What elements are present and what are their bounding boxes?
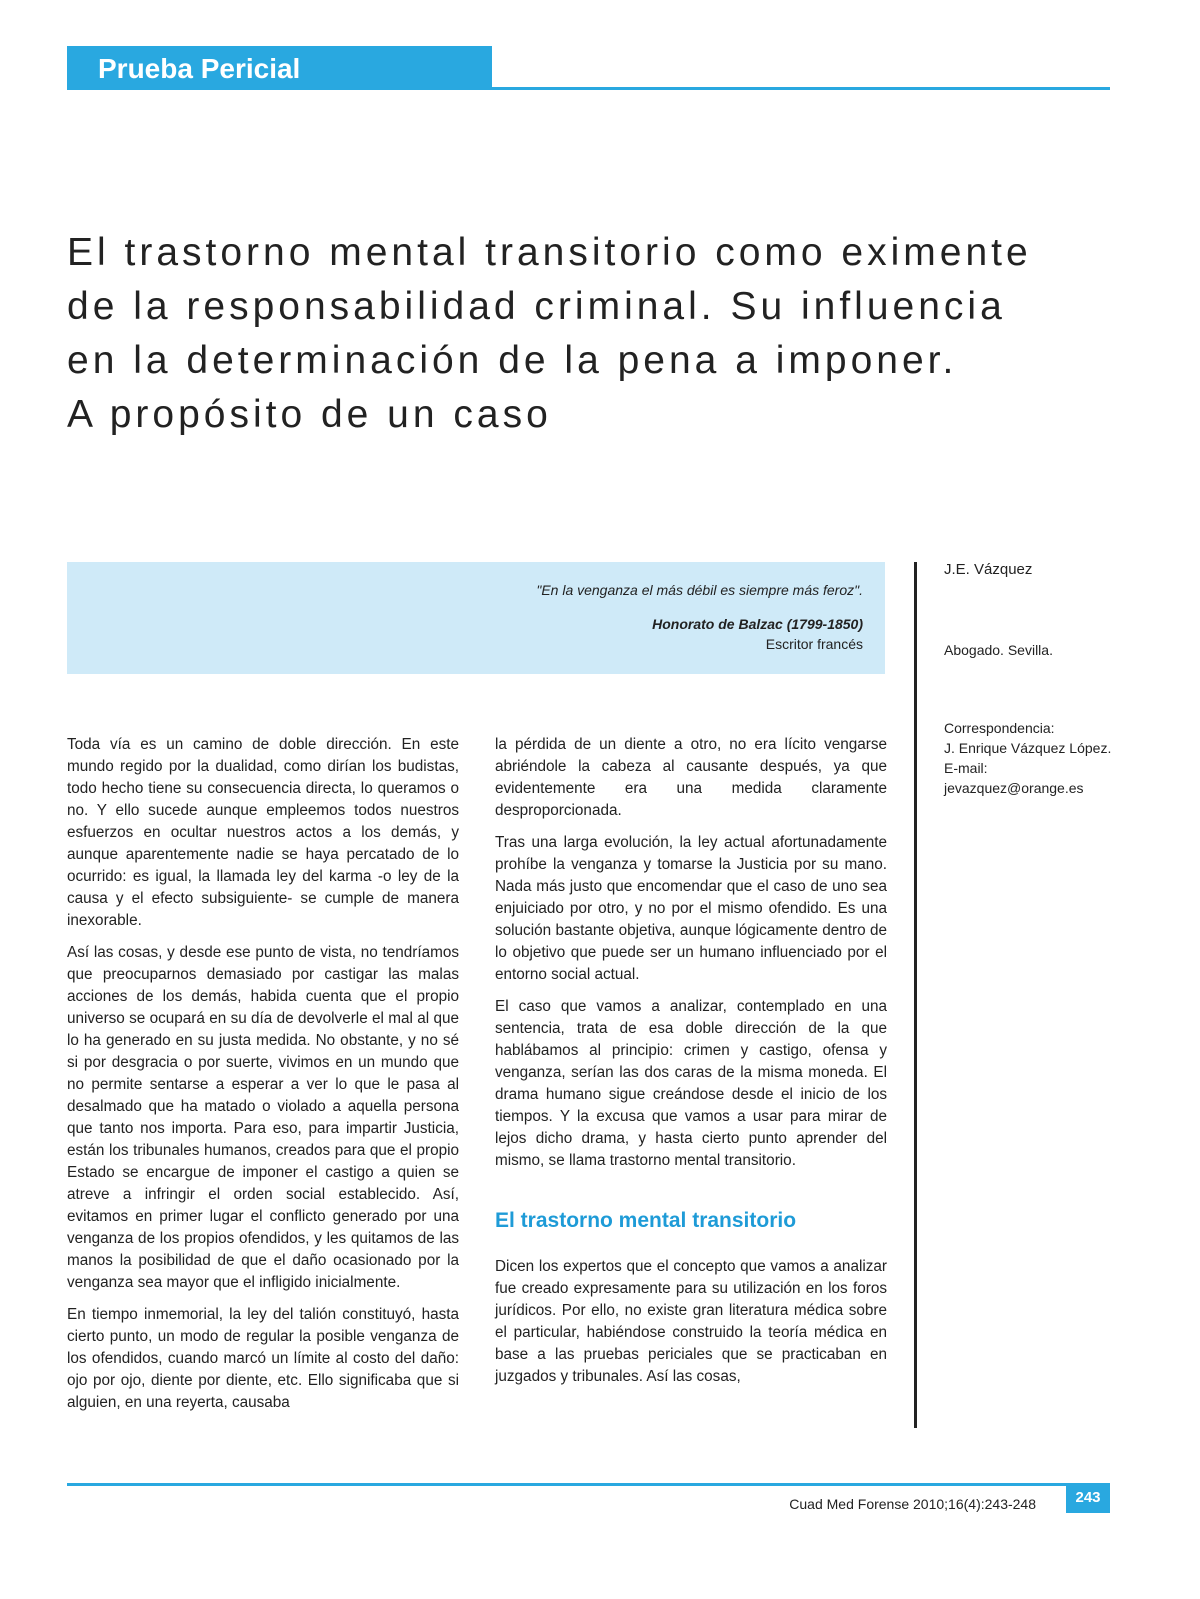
paragraph: Toda vía es un camino de doble dirección. En este mundo regido por la dualidad, como dirían los budistas, todo hecho tiene su consecuencia directa, lo queramos o no. Y ello sucede aunque empleemos todos nuestros esfuerzos en ocultar nuestros actos a los demás, y aunque aparentemente nadie se haya percatado de lo ocurrido: es igual, la llamada ley del karma -o ley de la causa y el efecto subsiguiente- se cumple de manera inexorable.	[67, 736, 459, 929]
title-line: de la responsabilidad criminal. Su influencia	[67, 285, 1006, 328]
article-title	[67, 226, 1127, 442]
author-name: J.E. Vázquez	[944, 561, 1033, 578]
body-column-left	[67, 734, 459, 1424]
section-subheading: El trastorno mental transitorio	[495, 1209, 797, 1232]
epigraph-author: Honorato de Balzac (1799-1850)	[652, 616, 863, 632]
paragraph: la pérdida de un diente a otro, no era lícito vengarse abriéndole la cabeza al causante después, ya que evidentemente era una medida claramente desproporcionada.	[495, 736, 887, 819]
title-line: El trastorno mental transitorio como eximente	[67, 231, 1032, 274]
section-header: Prueba Pericial	[67, 46, 492, 90]
email-label: E-mail:	[944, 760, 988, 776]
title-line: A propósito de un caso	[67, 393, 552, 436]
journal-citation: Cuad Med Forense 2010;16(4):243-248	[789, 1496, 1036, 1512]
paragraph: Tras una larga evolución, la ley actual afortunadamente prohíbe la venganza y tomarse la Justicia por su mano. Nada más justo que encomendar que el caso de uno sea enjuiciado por otro, y no por el mismo ofendido. Es una solución bastante objetiva, aunque lógicamente dentro de lo objetivo que puede ser un humano influenciado por el entorno social actual.	[495, 834, 887, 983]
epigraph-role: Escritor francés	[765, 636, 863, 652]
page-number: 243	[1066, 1483, 1110, 1513]
paragraph: El caso que vamos a analizar, contemplado en una sentencia, trata de esa doble dirección de la que hablábamos al principio: crimen y castigo, ofensa y venganza, serían las dos caras de la misma moneda. El drama humano sigue creándose desde el inicio de los tiempos. Y la excusa que vamos a usar para mirar de lejos dicho drama, y hasta cierto punto aprender del mismo, se llama trastorno mental transitorio.	[495, 998, 887, 1169]
author-sidebar	[944, 560, 1184, 798]
epigraph-quote: "En la venganza el más débil es siempre más feroz".	[536, 582, 863, 598]
sidebar-divider	[914, 562, 917, 1428]
epigraph-box	[67, 562, 885, 674]
paragraph: Así las cosas, y desde ese punto de vista, no tendríamos que preocuparnos demasiado por castigar las malas acciones de los demás, habida cuenta que el propio universo se ocupará en su día de devolverle el mal al que lo ha generado en su justa medida. No obstante, y no sé si por desgracia o por suerte, vivimos en un mundo que no permite sentarse a esperar a ver lo que le pasa al desalmado que ha matado o violado a aquella persona que tanto nos importa. Para eso, para impartir Justicia, están los tribunales humanos, creados para que el propio Estado se encargue de imponer el castigo a quien se atreve a infringir el orden social establecido. Así, evitamos en primer lugar el conflicto generado por una venganza de los propios ofendidos, y les quitamos de las manos la posibilidad de que el daño ocasionado por la venganza sea mayor que el infligido inicialmente.	[67, 944, 459, 1291]
body-column-right	[495, 734, 887, 1398]
author-affiliation: Abogado. Sevilla.	[944, 642, 1053, 658]
correspondence-name: J. Enrique Vázquez López.	[944, 740, 1112, 756]
paragraph: En tiempo inmemorial, la ley del talión constituyó, hasta cierto punto, un modo de regular la posible venganza de los ofendidos, cuando marcó un límite al costo del daño: ojo por ojo, diente por diente, etc. Ello significaba que si alguien, en una reyerta, causaba	[67, 1306, 459, 1411]
title-line: en la determinación de la pena a imponer.	[67, 339, 958, 382]
footer-rule	[67, 1483, 1110, 1486]
email-link[interactable]: jevazquez@orange.es	[944, 780, 1084, 796]
correspondence-label: Correspondencia:	[944, 720, 1055, 736]
header-rule	[492, 87, 1110, 90]
paragraph: Dicen los expertos que el concepto que vamos a analizar fue creado expresamente para su utilización en los foros jurídicos. Por ello, no existe gran literatura médica sobre el particular, habiéndose construido la teoría médica en base a las pruebas periciales que se practicaban en juzgados y tribunales. Así las cosas,	[495, 1258, 887, 1385]
